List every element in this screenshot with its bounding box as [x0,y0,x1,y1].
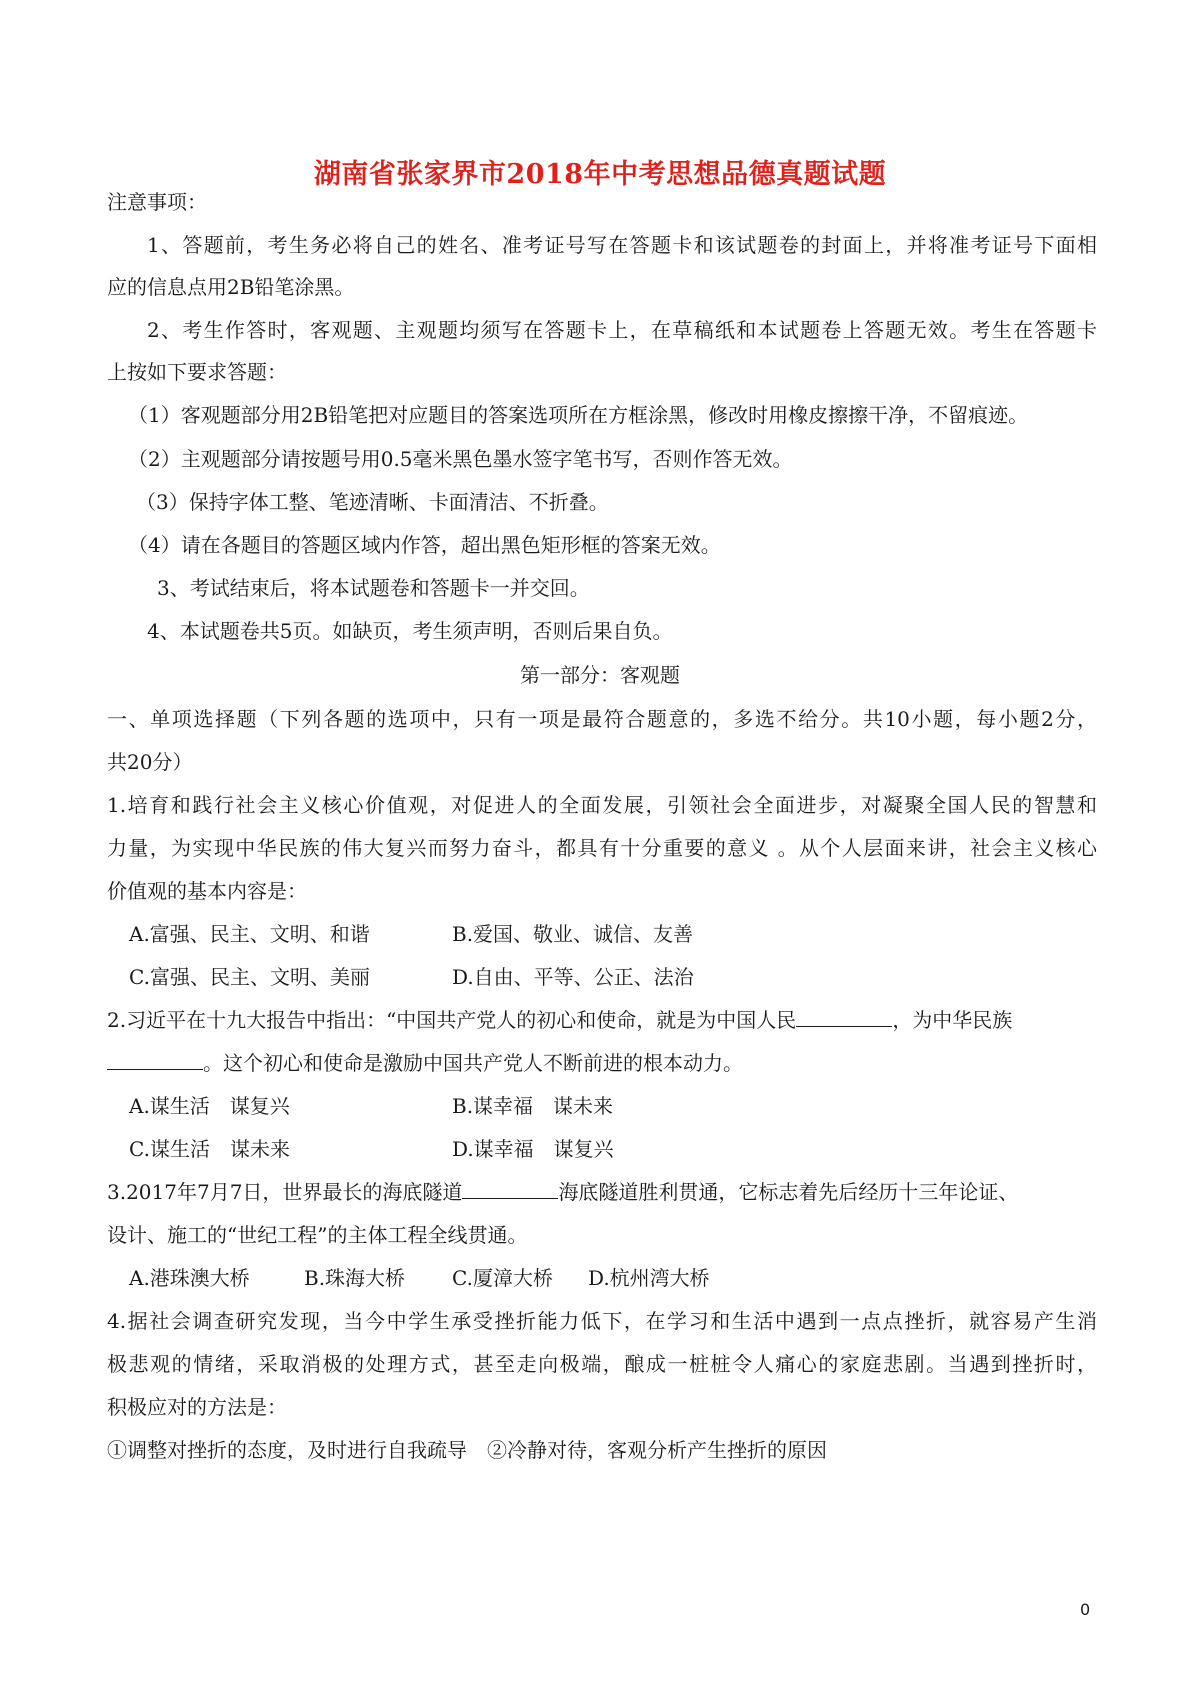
section-1-line-2: 共20分） [107,750,193,774]
notice-item-2-line-1: 2、考生作答时，客观题、主观题均须写在答题卡上，在草稿纸和本试题卷上答题无效。考生在答题卡 [147,318,1097,342]
notice-item-1-line-1: 1、答题前，考生务必将自己的姓名、准考证号写在答题卡和该试题卷的封面上，并将准考证号下面相 [147,233,1097,257]
notice-item-2-line-2: 上按如下要求答题： [107,360,287,384]
question-3-line-1 [107,1178,1018,1206]
question-1-line-1: 1.培育和践行社会主义核心价值观，对促进人的全面发展，引领社会全面进步，对凝聚全国人民的智慧和 [107,793,1097,817]
question-2-line-1 [107,1006,1097,1034]
question-3-option-c: C.厦漳大桥 [452,1266,553,1290]
question-2-stem-part-3: 。这个初心和使命是激励中国共产党人不断前进的根本动力。 [203,1051,743,1075]
question-3-line-2: 设计、施工的“世纪工程”的主体工程全线贯通。 [107,1223,528,1247]
notice-sub-4: （4）请在各题目的答题区域内作答，超出黑色矩形框的答案无效。 [128,533,721,557]
question-1-line-3: 价值观的基本内容是： [107,879,307,903]
question-1-option-a: A.富强、民主、文明、和谐 [129,922,370,946]
question-2-line-2 [107,1049,743,1077]
notice-sub-2: （2）主观题部分请按题号用0.5毫米黑色墨水签字笔书写，否则作答无效。 [128,447,793,471]
notice-sub-1: （1）客观题部分用2B铅笔把对应题目的答案选项所在方框涂黑，修改时用橡皮擦擦干净，不留痕迹。 [128,403,1029,427]
notice-item-4: 4、本试题卷共5页。如缺页，考生须声明，否则后果自负。 [147,619,673,643]
part-1-heading: 第一部分：客观题 [520,663,680,687]
question-1-line-2: 力量，为实现中华民族的伟大复兴而努力奋斗，都具有十分重要的意义 。从个人层面来讲，社会主义核心 [107,836,1097,860]
notice-sub-3: （3）保持字体工整、笔迹清晰、卡面清洁、不折叠。 [136,490,609,514]
question-2-stem-part-2: ，为中华民族 [892,1008,1013,1032]
question-4-line-2: 极悲观的情绪，采取消极的处理方式，甚至走向极端，酿成一桩桩令人痛心的家庭悲剧。当遇到挫折时， [107,1352,1097,1376]
question-2-option-d: D.谋幸福 谋复兴 [452,1137,614,1161]
question-2-stem-part-1: 2.习近平在十九大报告中指出：“中国共产党人的初心和使命，就是为中国人民 [107,1008,797,1032]
question-4-choices: ①调整对挫折的态度，及时进行自我疏导 ②冷静对待，客观分析产生挫折的原因 [107,1438,827,1462]
answer-blank-3 [462,1178,558,1199]
question-3-option-d: D.杭州湾大桥 [588,1266,710,1290]
question-4-line-3: 积极应对的方法是： [107,1395,287,1419]
notice-item-1-line-2: 应的信息点用2B铅笔涂黑。 [107,275,355,299]
page-number: 0 [1080,1600,1091,1619]
question-3-option-a: A.港珠澳大桥 [129,1266,250,1290]
section-1-line-1: 一、单项选择题（下列各题的选项中，只有一项是最符合题意的，多选不给分。共10小题，每小题2分， [107,707,1097,731]
exam-title: 湖南省张家界市2018年中考思想品德真题试题 [313,159,887,190]
question-1-option-c: C.富强、民主、文明、美丽 [129,965,370,989]
notice-item-3: 3、考试结束后，将本试题卷和答题卡一并交回。 [157,576,590,600]
question-2-option-a: A.谋生活 谋复兴 [129,1094,290,1118]
question-3-option-b: B.珠海大桥 [304,1266,406,1290]
question-3-stem-part-1: 3.2017年7月7日，世界最长的海底隧道 [107,1180,463,1204]
question-1-option-d: D.自由、平等、公正、法治 [452,965,694,989]
question-2-option-b: B.谋幸福 谋未来 [452,1094,614,1118]
answer-blank-1 [796,1006,892,1027]
question-4-line-1: 4.据社会调查研究发现，当今中学生承受挫折能力低下，在学习和生活中遇到一点点挫折，就容易产生消 [107,1309,1097,1333]
question-3-stem-part-2: 海底隧道胜利贯通，它标志着先后经历十三年论证、 [558,1180,1019,1204]
notice-heading: 注意事项： [107,190,207,214]
question-2-option-c: C.谋生活 谋未来 [129,1137,290,1161]
question-1-option-b: B.爱国、敬业、诚信、友善 [452,922,694,946]
answer-blank-2 [107,1049,203,1070]
